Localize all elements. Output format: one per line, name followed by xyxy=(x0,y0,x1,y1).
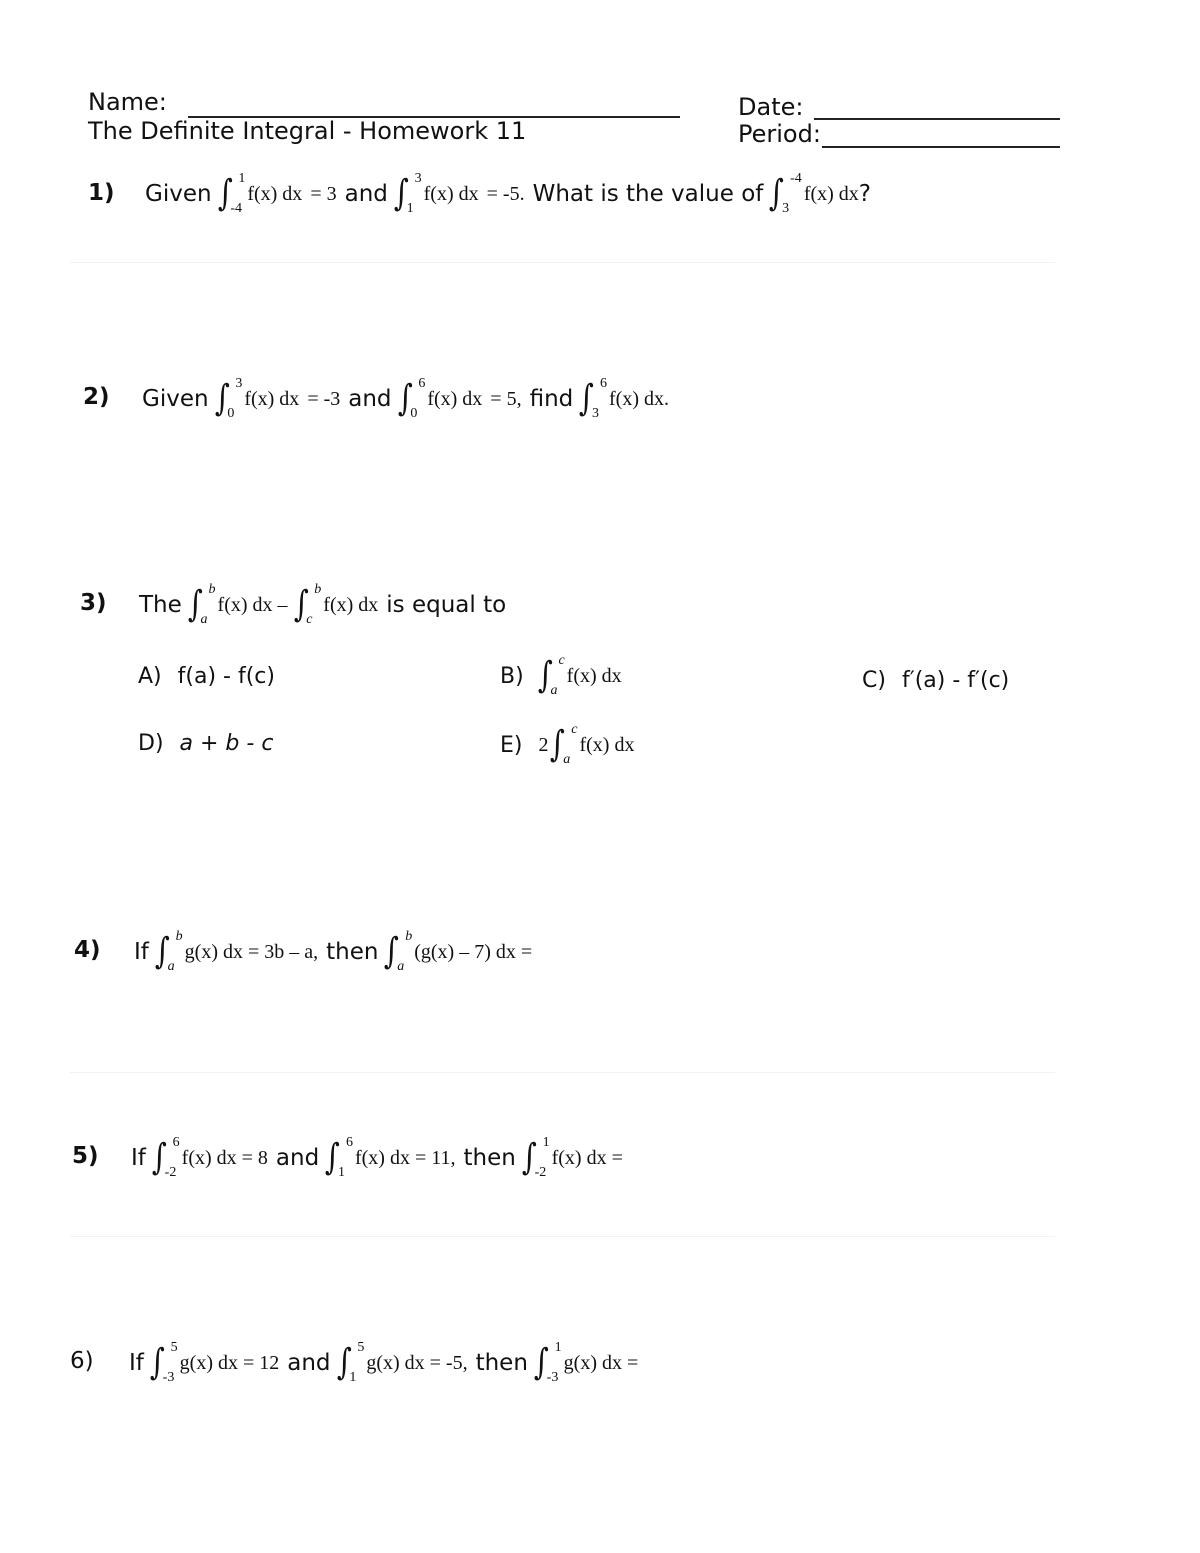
integral xyxy=(577,377,607,421)
question-text: If xyxy=(134,939,149,965)
integral-sign-icon: ∫ xyxy=(187,584,203,625)
connector-text: and xyxy=(275,1145,320,1171)
integral xyxy=(216,172,246,216)
question-number: 6) xyxy=(70,1348,94,1374)
upper-limit: 3 xyxy=(414,171,422,186)
divider xyxy=(70,262,1055,263)
integral xyxy=(536,654,565,698)
connector-text: then xyxy=(326,939,379,965)
lower-limit: -3 xyxy=(546,1370,559,1385)
integral xyxy=(213,377,243,421)
lower-limit: -3 xyxy=(162,1370,175,1385)
choice-c[interactable] xyxy=(862,664,1009,696)
lower-limit: a xyxy=(167,959,175,974)
integrand: g(x) dx = 3b – a, xyxy=(184,940,319,963)
integrand: f(x) dx xyxy=(803,182,859,205)
lower-limit: c xyxy=(306,612,313,627)
upper-limit: 1 xyxy=(542,1135,550,1150)
choice-text: f′(a) - f′(c) xyxy=(901,667,1010,693)
question-number: 4) xyxy=(74,937,101,963)
integral-sign-icon: ∫ xyxy=(149,1342,165,1383)
lower-limit: 1 xyxy=(337,1165,345,1180)
integral xyxy=(335,1341,365,1385)
integral-sign-icon: ∫ xyxy=(533,1342,549,1383)
integral-sign-icon: ∫ xyxy=(537,655,553,696)
connector-text: and xyxy=(348,386,392,412)
question-6 xyxy=(129,1337,638,1389)
question-1 xyxy=(145,168,871,220)
integral-sign-icon: ∫ xyxy=(397,378,413,419)
integrand: f(x) dx = 8 xyxy=(181,1146,268,1169)
upper-limit: b xyxy=(208,582,216,597)
integral-sign-icon: ∫ xyxy=(579,378,595,419)
integral-sign-icon: ∫ xyxy=(151,1137,167,1178)
lower-limit: a xyxy=(397,959,405,974)
upper-limit: 6 xyxy=(600,376,608,391)
choice-text: a + b - c xyxy=(179,730,274,756)
integral-sign-icon: ∫ xyxy=(325,1137,341,1178)
upper-limit: c xyxy=(571,722,578,737)
integral xyxy=(148,1341,178,1385)
upper-limit: 1 xyxy=(554,1340,562,1355)
choice-text: f(a) - f(c) xyxy=(177,663,275,689)
question-3 xyxy=(139,579,506,631)
integral xyxy=(767,172,801,216)
lower-limit: a xyxy=(550,683,558,698)
integrand: f(x) dx = xyxy=(551,1146,623,1169)
integrand: f(x) dx xyxy=(247,182,303,205)
date-field-line[interactable] xyxy=(814,118,1060,120)
connector-text: then xyxy=(463,1145,516,1171)
equation-value: = 3 xyxy=(310,182,337,205)
integral xyxy=(532,1341,562,1385)
integrand: g(x) dx = 12 xyxy=(179,1351,280,1374)
integral-sign-icon: ∫ xyxy=(769,173,785,214)
integral xyxy=(548,723,577,767)
coefficient: 2 xyxy=(538,733,549,756)
upper-limit: b xyxy=(314,582,322,597)
upper-limit: c xyxy=(558,653,565,668)
date-label: Date: xyxy=(738,93,804,121)
integral-sign-icon: ∫ xyxy=(293,584,309,625)
question-text: The xyxy=(139,592,182,618)
question-text: find xyxy=(529,386,574,412)
choice-label: E) xyxy=(500,732,523,758)
integrand: f(x) dx – xyxy=(217,593,288,616)
choice-b[interactable] xyxy=(500,651,622,701)
integral xyxy=(186,583,216,627)
lower-limit: 1 xyxy=(406,201,414,216)
integral-sign-icon: ∫ xyxy=(521,1137,537,1178)
lower-limit: 0 xyxy=(227,406,235,421)
integrand: f(x) dx = 11, xyxy=(354,1146,456,1169)
integral-sign-icon: ∫ xyxy=(336,1342,352,1383)
lower-limit: 0 xyxy=(410,406,418,421)
integrand: f(x) dx xyxy=(244,387,300,410)
equation-value: = -3 xyxy=(307,387,341,410)
question-4 xyxy=(134,926,532,978)
integral xyxy=(396,377,426,421)
question-number: 3) xyxy=(80,590,107,616)
upper-limit: 6 xyxy=(345,1135,353,1150)
integral-sign-icon: ∫ xyxy=(214,378,230,419)
lower-limit: -2 xyxy=(534,1165,547,1180)
connector-text: then xyxy=(475,1350,528,1376)
integrand: f(x) dx xyxy=(566,664,622,687)
connector-text: and xyxy=(287,1350,331,1376)
choice-e[interactable] xyxy=(500,720,634,770)
connector-text: and xyxy=(344,181,388,207)
question-5 xyxy=(131,1132,623,1184)
equation-value: = -5. xyxy=(486,182,525,205)
question-text: If xyxy=(129,1350,144,1376)
choice-label: A) xyxy=(138,663,162,689)
integrand: f(x) dx xyxy=(579,733,635,756)
question-text: What is the value of xyxy=(532,181,764,207)
integrand: (g(x) – 7) dx = xyxy=(414,940,533,963)
integral xyxy=(392,172,422,216)
question-number: 5) xyxy=(72,1143,99,1169)
integrand: f(x) dx. xyxy=(609,387,669,410)
upper-limit: 5 xyxy=(170,1340,178,1355)
integrand: f(x) dx xyxy=(423,182,479,205)
lower-limit: -4 xyxy=(230,201,242,216)
period-field-line[interactable] xyxy=(822,146,1060,148)
lower-limit: -2 xyxy=(164,1165,177,1180)
upper-limit: b xyxy=(175,929,183,944)
question-mark: ? xyxy=(858,181,872,207)
upper-limit: 6 xyxy=(418,376,426,391)
choice-a[interactable] xyxy=(138,660,275,692)
integral-sign-icon: ∫ xyxy=(217,173,233,214)
integral xyxy=(150,1136,180,1180)
divider xyxy=(70,1072,1055,1073)
integral-sign-icon: ∫ xyxy=(550,724,566,765)
question-number: 1) xyxy=(88,180,115,206)
question-number: 2) xyxy=(83,384,110,410)
lower-limit: 3 xyxy=(782,201,790,216)
name-label: Name: xyxy=(88,88,167,116)
divider xyxy=(70,1236,1055,1237)
integrand: g(x) dx = xyxy=(563,1351,639,1374)
integral xyxy=(520,1136,550,1180)
lower-limit: 3 xyxy=(592,406,600,421)
integral xyxy=(323,1136,353,1180)
lower-limit: a xyxy=(200,612,208,627)
integrand: g(x) dx = -5, xyxy=(366,1351,468,1374)
question-text: If xyxy=(131,1145,146,1171)
choice-label: D) xyxy=(138,730,164,756)
choice-label: C) xyxy=(862,667,886,693)
upper-limit: 1 xyxy=(238,171,246,186)
integrand: f(x) dx xyxy=(323,593,379,616)
lower-limit: 1 xyxy=(349,1370,357,1385)
upper-limit: b xyxy=(405,929,413,944)
integral xyxy=(292,583,322,627)
question-2 xyxy=(142,373,669,425)
integral-sign-icon: ∫ xyxy=(393,173,409,214)
upper-limit: 5 xyxy=(357,1340,365,1355)
integral xyxy=(153,930,183,974)
lower-limit: a xyxy=(563,752,571,767)
choice-label: B) xyxy=(500,663,524,689)
worksheet-title: The Definite Integral - Homework 11 xyxy=(88,117,527,145)
equation-value: = 5, xyxy=(490,387,522,410)
integral xyxy=(382,930,412,974)
question-text: is equal to xyxy=(386,592,507,618)
upper-limit: -4 xyxy=(790,171,802,186)
choice-d[interactable] xyxy=(138,727,273,759)
integrand: f(x) dx xyxy=(427,387,483,410)
period-label: Period: xyxy=(738,120,821,148)
question-text: Given xyxy=(145,181,212,207)
upper-limit: 3 xyxy=(235,376,243,391)
integral-sign-icon: ∫ xyxy=(154,931,170,972)
question-text: Given xyxy=(142,386,209,412)
integral-sign-icon: ∫ xyxy=(384,931,400,972)
upper-limit: 6 xyxy=(172,1135,180,1150)
